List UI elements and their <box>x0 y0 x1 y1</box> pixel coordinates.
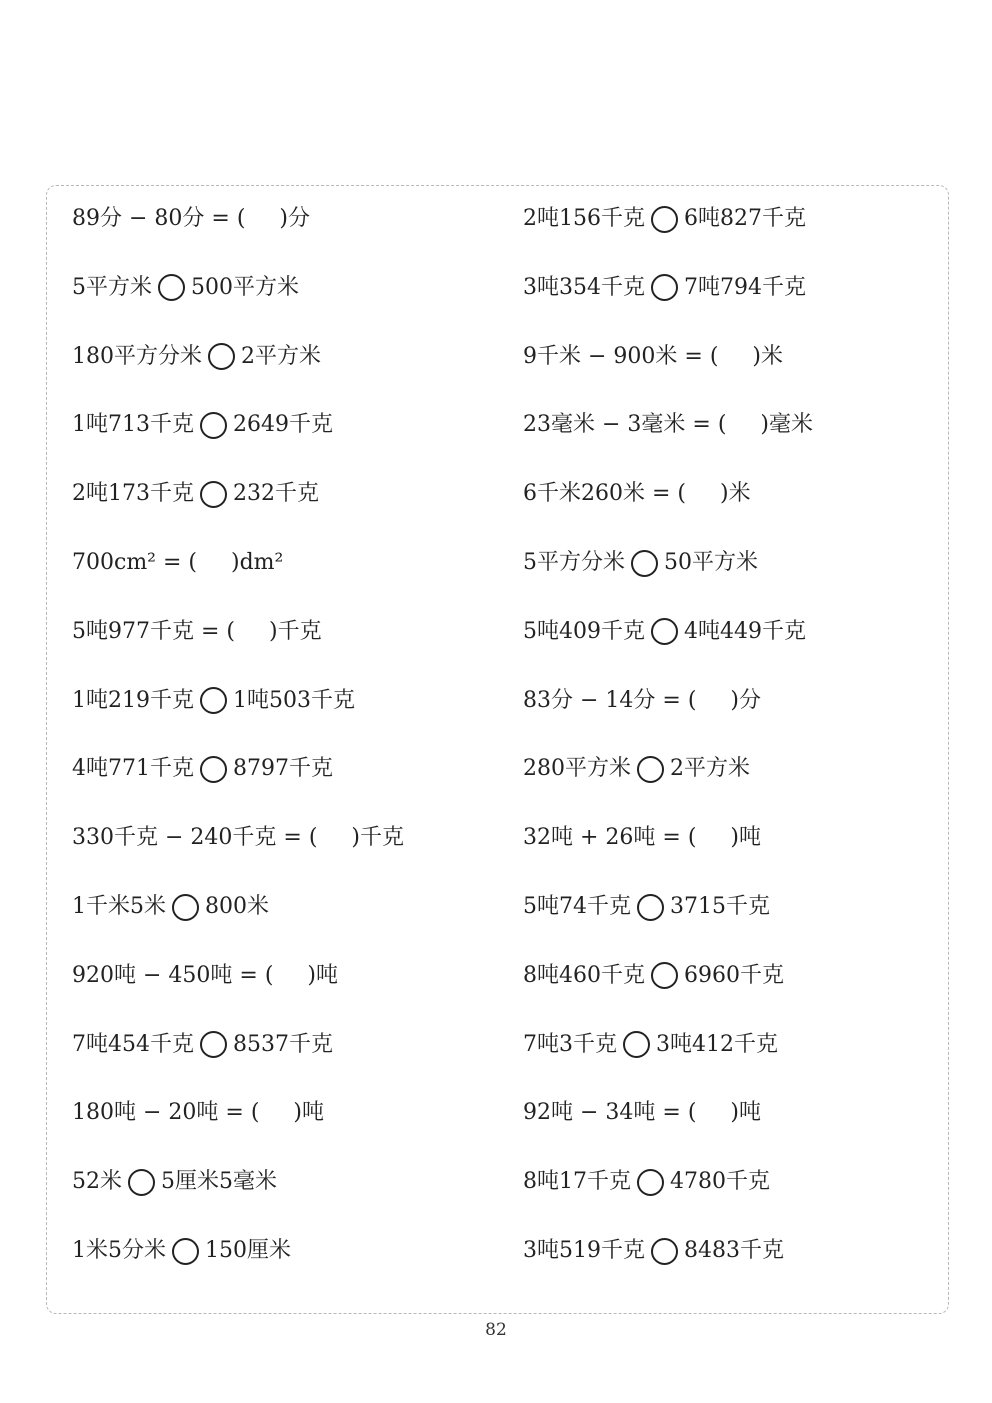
fill-in-problem <box>72 201 310 237</box>
problem-right-text: )米 <box>720 481 751 507</box>
problem-left-text: 1千米5米 <box>72 894 166 919</box>
comparison-problem <box>523 270 806 306</box>
problem-right-text: )米 <box>752 343 784 369</box>
problem-left-text: 5平方分米 <box>523 550 625 575</box>
comparison-answer-circle[interactable] <box>623 1031 650 1058</box>
problem-left-text: 920吨 − 450吨 = ( <box>72 962 274 988</box>
comparison-problem <box>72 407 333 443</box>
problem-left-text: 9千米 − 900米 = ( <box>523 343 719 369</box>
fill-in-problem <box>72 958 338 994</box>
comparison-answer-circle[interactable] <box>200 481 227 508</box>
fill-in-problem <box>72 820 404 856</box>
comparison-problem <box>523 545 758 581</box>
comparison-answer-circle[interactable] <box>200 756 227 783</box>
comparison-answer-circle[interactable] <box>172 894 199 921</box>
problem-left-text: 700cm² = ( <box>72 550 197 575</box>
problem-right-text: 8797千克 <box>233 756 333 782</box>
problem-right-text: 6960千克 <box>684 962 784 988</box>
problem-left-text: 5吨74千克 <box>523 894 631 919</box>
problem-right-text: )分 <box>730 687 762 713</box>
comparison-answer-circle[interactable] <box>651 1238 678 1265</box>
comparison-problem <box>523 1233 784 1269</box>
problem-right-text: 3715千克 <box>670 894 770 919</box>
problem-right-text: 4吨449千克 <box>684 618 806 644</box>
comparison-answer-circle[interactable] <box>200 412 227 439</box>
fill-in-problem <box>523 476 751 512</box>
problem-right-text: 2平方米 <box>670 756 750 782</box>
problem-right-text: 2平方米 <box>241 343 321 369</box>
problem-left-text: 8吨460千克 <box>523 962 645 988</box>
fill-in-problem <box>523 339 783 375</box>
problem-right-text: )吨 <box>307 962 338 988</box>
problem-left-text: 280平方米 <box>523 756 631 782</box>
problem-right-text: 1吨503千克 <box>233 687 355 713</box>
problem-right-text: 8483千克 <box>684 1238 784 1263</box>
comparison-answer-circle[interactable] <box>637 756 664 783</box>
comparison-answer-circle[interactable] <box>651 618 678 645</box>
comparison-problem <box>523 1164 770 1200</box>
problem-right-text: )dm² <box>231 550 284 575</box>
comparison-problem <box>72 1233 291 1269</box>
comparison-answer-circle[interactable] <box>128 1169 155 1196</box>
comparison-answer-circle[interactable] <box>158 274 185 301</box>
problem-right-text: 150厘米 <box>205 1238 291 1263</box>
comparison-problem <box>523 958 784 994</box>
comparison-answer-circle[interactable] <box>651 206 678 233</box>
problem-right-text: 232千克 <box>233 481 319 507</box>
problem-left-text: 3吨354千克 <box>523 274 645 300</box>
problem-left-text: 5平方米 <box>72 274 152 300</box>
problem-right-text: )千克 <box>269 618 322 644</box>
problem-right-text: )千克 <box>351 825 404 851</box>
comparison-answer-circle[interactable] <box>651 274 678 301</box>
problem-right-text: 7吨794千克 <box>684 274 806 300</box>
problem-left-text: 3吨519千克 <box>523 1238 645 1263</box>
fill-in-problem <box>523 407 813 443</box>
problem-right-text: )吨 <box>730 825 762 851</box>
comparison-problem <box>72 1027 333 1063</box>
problem-right-text: 800米 <box>205 894 269 919</box>
problem-left-text: 83分 − 14分 = ( <box>523 687 697 713</box>
comparison-problem <box>523 751 750 787</box>
problem-left-text: 180吨 − 20吨 = ( <box>72 1100 260 1126</box>
problem-left-text: 5吨977千克 = ( <box>72 618 235 644</box>
problem-left-text: 330千克 − 240千克 = ( <box>72 825 318 851</box>
problem-left-text: 8吨17千克 <box>523 1169 631 1195</box>
comparison-answer-circle[interactable] <box>208 343 235 370</box>
problem-right-text: 8537千克 <box>233 1031 333 1057</box>
problem-right-text: )毫米 <box>760 412 814 438</box>
page-number: 82 <box>485 1320 507 1340</box>
fill-in-problem <box>72 614 322 650</box>
problem-right-text: )吨 <box>730 1100 762 1126</box>
problem-right-text: 4780千克 <box>670 1169 770 1195</box>
problem-left-text: 4吨771千克 <box>72 756 194 782</box>
problem-right-text: 5厘米5毫米 <box>161 1169 277 1195</box>
fill-in-problem <box>72 1095 324 1131</box>
comparison-problem <box>523 1027 778 1063</box>
problem-right-text: 3吨412千克 <box>656 1031 778 1057</box>
comparison-answer-circle[interactable] <box>631 550 658 577</box>
comparison-answer-circle[interactable] <box>200 687 227 714</box>
comparison-problem <box>72 683 355 719</box>
comparison-problem <box>72 1164 277 1200</box>
problem-right-text: 500平方米 <box>191 274 299 300</box>
problem-right-text: 2649千克 <box>233 412 333 438</box>
fill-in-problem <box>72 545 283 581</box>
problem-left-text: 1米5分米 <box>72 1238 166 1263</box>
fill-in-problem <box>523 820 761 856</box>
comparison-answer-circle[interactable] <box>651 962 678 989</box>
problem-left-text: 92吨 − 34吨 = ( <box>523 1100 697 1126</box>
comparison-problem <box>72 751 333 787</box>
problem-left-text: 1吨219千克 <box>72 687 194 713</box>
comparison-problem <box>72 270 299 306</box>
problem-left-text: 6千米260米 = ( <box>523 481 686 507</box>
problem-right-text: )分 <box>279 206 311 231</box>
problem-left-text: 32吨 + 26吨 = ( <box>523 825 697 851</box>
problem-left-text: 2吨156千克 <box>523 206 645 231</box>
problem-right-text: 50平方米 <box>664 550 758 575</box>
comparison-answer-circle[interactable] <box>200 1031 227 1058</box>
comparison-problem <box>523 889 770 925</box>
comparison-problem <box>523 614 806 650</box>
problem-right-text: 6吨827千克 <box>684 206 806 231</box>
problem-left-text: 52米 <box>72 1169 122 1195</box>
problem-left-text: 7吨454千克 <box>72 1031 194 1057</box>
problem-left-text: 1吨713千克 <box>72 412 194 438</box>
fill-in-problem <box>523 683 761 719</box>
problem-left-text: 89分 − 80分 = ( <box>72 206 246 231</box>
problem-left-text: 2吨173千克 <box>72 481 194 507</box>
comparison-answer-circle[interactable] <box>637 894 664 921</box>
comparison-problem <box>523 201 806 237</box>
comparison-answer-circle[interactable] <box>172 1238 199 1265</box>
fill-in-problem <box>523 1095 761 1131</box>
problem-left-text: 5吨409千克 <box>523 618 645 644</box>
comparison-problem <box>72 889 269 925</box>
problem-left-text: 180平方分米 <box>72 343 202 369</box>
problem-right-text: )吨 <box>293 1100 325 1126</box>
comparison-problem <box>72 339 321 375</box>
problem-left-text: 7吨3千克 <box>523 1031 617 1057</box>
problem-left-text: 23毫米 − 3毫米 = ( <box>523 412 727 438</box>
comparison-answer-circle[interactable] <box>637 1169 664 1196</box>
comparison-problem <box>72 476 319 512</box>
